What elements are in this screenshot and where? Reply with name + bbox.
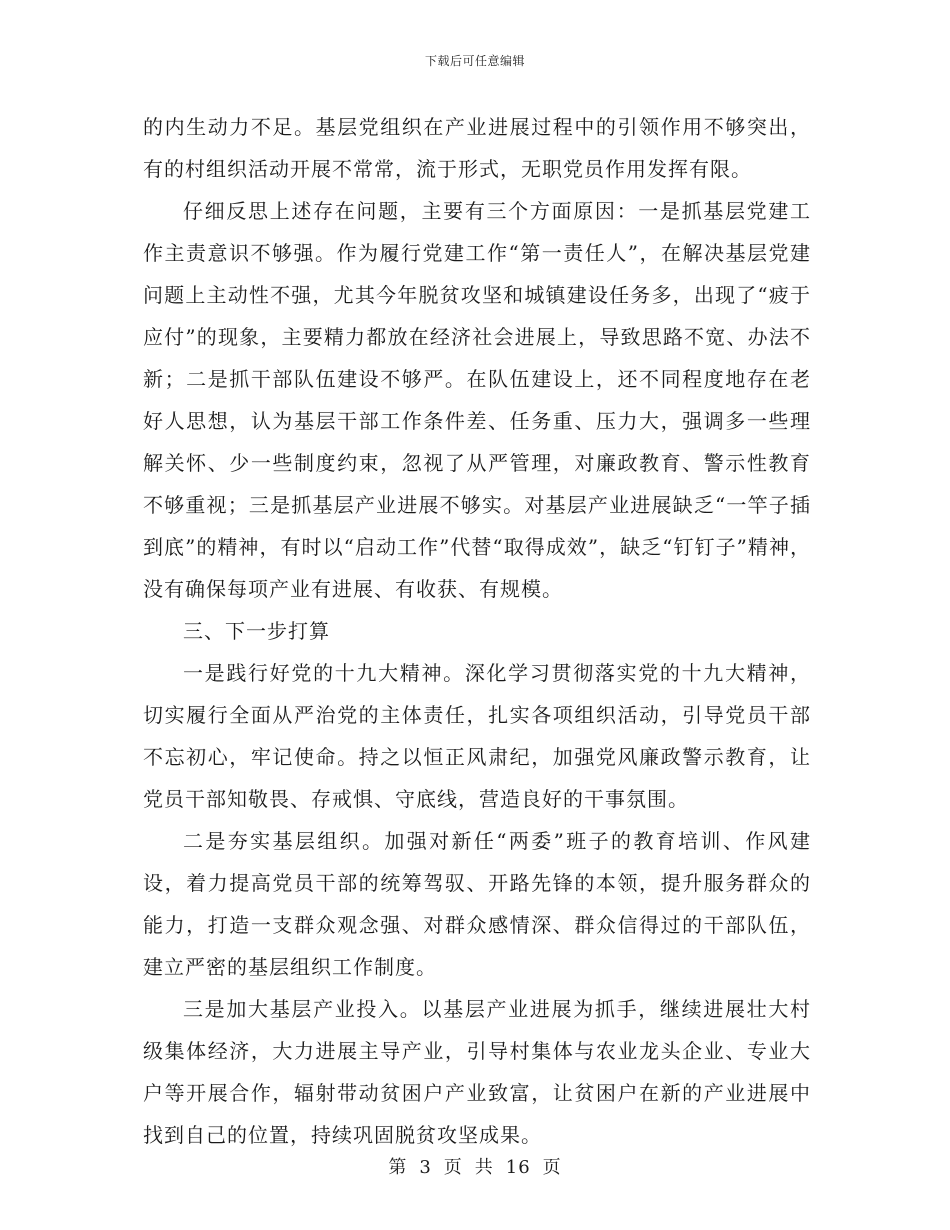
- footer-page-unit: 页: [443, 1157, 463, 1178]
- section-heading-next-steps: 三、下一步打算: [183, 619, 330, 643]
- footer-total-label: 共: [474, 1157, 494, 1178]
- paragraph-plan-three: 三是加大基层产业投入。以基层产业进展为抓手，继续进展壮大村级集体经济，大力进展主导产业，引导村集体与农业龙头企业、专业大户等开展合作，辐射带动贫困户产业致富，让贫困户在新的产业进展中找到自己的位置，持续巩固脱贫攻坚成果。: [143, 997, 811, 1147]
- footer-total-unit: 页: [542, 1157, 562, 1178]
- footer-total-pages: 16: [505, 1157, 531, 1178]
- paragraph-plan-two: 二是夯实基层组织。加强对新任“两委”班子的教育培训、作风建设，着力提高党员干部的统筹驾驭、开路先锋的本领，提升服务群众的能力，打造一支群众观念强、对群众感情深、群众信得过的干部队伍，建立严密的基层组织工作制度。: [143, 829, 811, 979]
- footer-prefix: 第: [388, 1157, 408, 1178]
- document-body: [143, 106, 811, 1156]
- paragraph-reasons: 仔细反思上述存在问题，主要有三个方面原因：一是抓基层党建工作主责意识不够强。作为履行党建工作“第一责任人”，在解决基层党建问题上主动性不强，尤其今年脱贫攻坚和城镇建设任务多，出现了“疲于应付”的现象，主要精力都放在经济社会进展上，导致思路不宽、办法不新；二是抓干部队伍建设不够严。在队伍建设上，还不同程度地存在老好人思想，认为基层干部工作条件差、任务重、压力大，强调多一些理解关怀、少一些制度约束，忽视了从严管理，对廉政教育、警示性教育不够重视；三是抓基层产业进展不够实。对基层产业进展缺乏“一竿子插到底”的精神，有时以“启动工作”代替“取得成效”，缺乏“钉钉子”精神，没有确保每项产业有进展、有收获、有规模。: [143, 199, 811, 601]
- paragraph-continuation: 的内生动力不足。基层党组织在产业进展过程中的引领作用不够突出，有的村组织活动开展不常常，流于形式，无职党员作用发挥有限。: [143, 115, 811, 181]
- page-header: 下载后可任意编辑: [424, 54, 525, 68]
- footer-page-number: 3: [419, 1157, 432, 1178]
- paragraph-plan-one: 一是践行好党的十九大精神。深化学习贯彻落实党的十九大精神，切实履行全面从严治党的主体责任，扎实各项组织活动，引导党员干部不忘初心，牢记使命。持之以恒正风肃纪，加强党风廉政警示教育，让党员干部知敬畏、存戒惧、守底线，营造良好的干事氛围。: [143, 661, 811, 811]
- page-footer: [0, 1153, 950, 1179]
